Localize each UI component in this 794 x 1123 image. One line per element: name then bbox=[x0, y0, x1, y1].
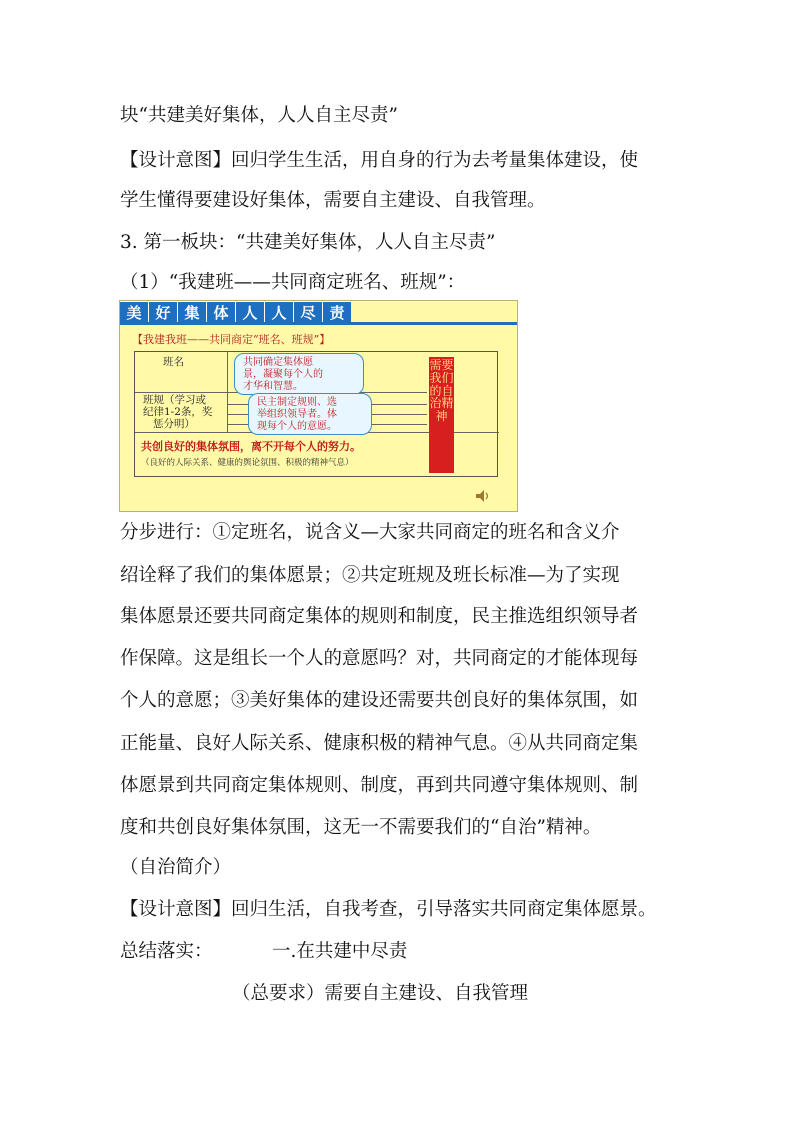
table-column-divider bbox=[227, 352, 228, 432]
slide-title-char: 好 bbox=[149, 302, 177, 322]
bubble-text: 景，凝聚每个人的 bbox=[243, 369, 323, 380]
slide-subtitle: 【我建我班——共同商定“班名、班规”】 bbox=[132, 333, 331, 346]
slide-title-char: 尽 bbox=[294, 302, 322, 322]
paragraph-14: （自治简介） bbox=[120, 857, 232, 878]
paragraph-11: 正能量、良好人际关系、健康积极的精神气息。④从共同商定集 bbox=[120, 733, 639, 754]
bubble-text: 现每个人的意愿。 bbox=[257, 421, 337, 432]
paragraph-2: 【设计意图】回归学生生活，用自身的行为去考量集体建设，使 bbox=[120, 150, 639, 171]
bubble-text: 共同确定集体愿 bbox=[243, 357, 313, 368]
paragraph-7: 绍诠释了我们的集体愿景；②共定班规及班长标准—为了实现 bbox=[120, 565, 620, 586]
paragraph-10: 个人的意愿；③美好集体的建设还需要共创良好的集体氛围，如 bbox=[120, 690, 639, 711]
paragraph-3: 学生懂得要建设好集体，需要自主建设、自我管理。 bbox=[120, 190, 546, 211]
slide-title-char: 责 bbox=[323, 302, 351, 322]
paragraph-1: 块“共建美好集体，人人自主尽责” bbox=[120, 105, 398, 126]
row-label-rules-2: 纪律1-2条，奖 bbox=[143, 406, 213, 418]
paragraph-9: 作保障。这是组长一个人的意愿吗？对，共同商定的才能体现每 bbox=[120, 648, 639, 669]
slide-atmosphere-text: 共创良好的集体氛围，离不开每个人的努力。 bbox=[141, 440, 361, 453]
bubble-text: 民主制定规则、选 bbox=[257, 397, 337, 408]
paragraph-6: 分步进行：①定班名，说含义—大家共同商定的班名和含义介 bbox=[120, 522, 620, 543]
paragraph-5: （1）“我建班——共同商定班名、班规”： bbox=[120, 272, 466, 293]
slide-title-char: 人 bbox=[265, 302, 293, 322]
overall-requirement: （总要求）需要自主建设、自我管理 bbox=[232, 983, 529, 1004]
speech-bubble-rules bbox=[248, 393, 372, 435]
summary-label: 总结落实： bbox=[120, 941, 213, 962]
slide-title-rule bbox=[120, 322, 517, 325]
paragraph-8: 集体愿景还要共同商定集体的规则和制度，民主推选组织领导者 bbox=[120, 606, 639, 627]
slide-title-char: 美 bbox=[120, 302, 148, 322]
summary-point: 一.在共建中尽责 bbox=[272, 941, 408, 962]
paragraph-15: 【设计意图】回归生活，自我考查，引导落实共同商定集体愿景。 bbox=[120, 899, 657, 920]
slide-atmosphere-sub: （良好的人际关系、健康的舆论氛围、积极的精神气息） bbox=[141, 458, 354, 468]
paragraph-13: 度和共创良好集体氛围，这无一不需要我们的“自治”精神。 bbox=[120, 817, 602, 838]
paragraph-12: 体愿景到共同商定集体规则、制度，再到共同遵守集体规则、制 bbox=[120, 775, 639, 796]
slide-title-char: 体 bbox=[207, 302, 235, 322]
slide-title-char: 人 bbox=[236, 302, 264, 322]
speech-bubble-vision bbox=[234, 353, 364, 395]
slide-title-bar bbox=[120, 301, 351, 323]
bubble-text: 才华和智慧。 bbox=[243, 381, 303, 392]
row-label-rules-1: 班规（学习或 bbox=[143, 394, 206, 406]
row-label-rules-3: 惩分明） bbox=[153, 418, 195, 430]
bubble-text: 举组织领导者。体 bbox=[257, 409, 337, 420]
slide-image bbox=[119, 300, 518, 512]
speaker-icon bbox=[475, 489, 491, 503]
slide-title-char: 集 bbox=[178, 302, 206, 322]
autonomy-spirit-box: 需要我们的自治精神 bbox=[429, 357, 454, 473]
row-label-class-name: 班名 bbox=[163, 356, 184, 368]
paragraph-4: 3. 第一板块：“共建美好集体，人人自主尽责” bbox=[120, 232, 496, 253]
